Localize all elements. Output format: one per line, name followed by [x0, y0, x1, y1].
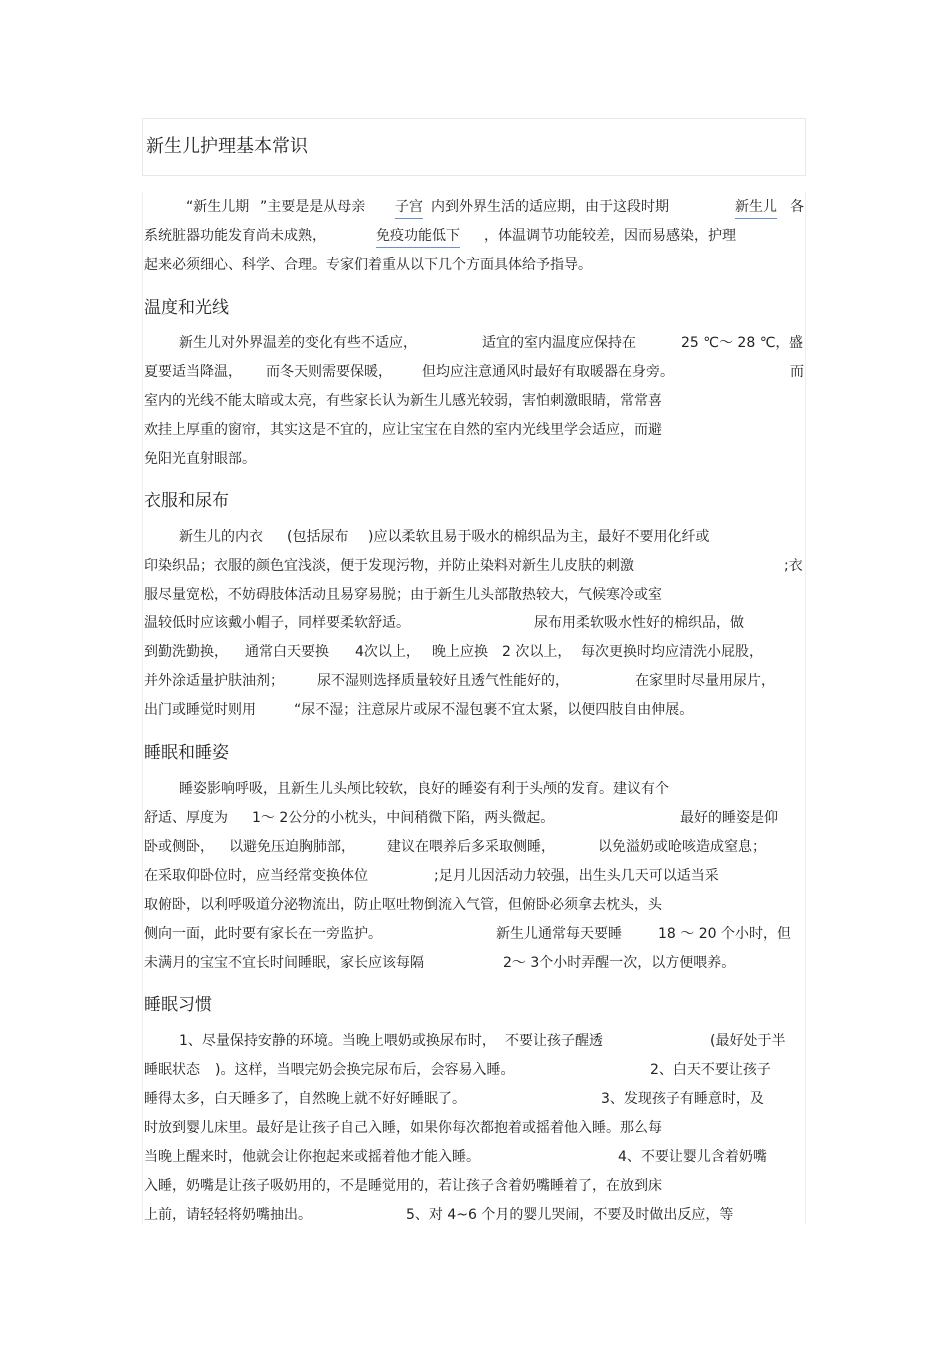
s4-line-4: 时放到婴儿床里。最好是让孩子自己入睡，如果你每次都抱着或摇着他入睡。那么每 — [144, 1120, 662, 1136]
s1-line-3: 室内的光线不能太暗或太亮，有些家长认为新生儿感光较弱，害怕刺激眼睛，常常喜 — [144, 393, 662, 409]
section-heading-temperature: 温度和光线 — [144, 298, 229, 318]
link-mianyi[interactable]: 免疫功能低下 — [376, 226, 460, 248]
intro-line-3: 起来必须细心、科学、合理。专家们着重从以下几个方面具体给予指导。 — [144, 257, 592, 273]
s1-line-5: 免阳光直射眼部。 — [144, 451, 256, 467]
link-xinshenger[interactable]: 新生儿 — [735, 197, 777, 219]
link-zigong[interactable]: 子宫 — [395, 197, 423, 219]
s3-line-5: 取俯卧，以利呼吸道分泌物流出，防止呕吐物倒流入气管，但俯卧必须拿去枕头，头 — [144, 897, 662, 913]
title-box — [142, 118, 806, 176]
section-heading-sleep-posture: 睡眠和睡姿 — [144, 743, 229, 763]
section-heading-sleep-habits: 睡眠习惯 — [144, 995, 212, 1015]
section-heading-clothing: 衣服和尿布 — [144, 491, 229, 511]
document-title: 新生儿护理基本常识 — [146, 136, 308, 157]
s2-line-3: 服尽量宽松，不妨碍肢体活动且易穿易脱；由于新生儿头部散热较大，气候寒冷或室 — [144, 587, 662, 603]
s4-line-6: 入睡，奶嘴是让孩子吸奶用的，不是睡觉用的，若让孩子含着奶嘴睡着了，在放到床 — [144, 1178, 662, 1194]
s1-line-4: 欢挂上厚重的窗帘，其实这是不宜的，应让宝宝在自然的室内光线里学会适应，而避 — [144, 422, 662, 438]
